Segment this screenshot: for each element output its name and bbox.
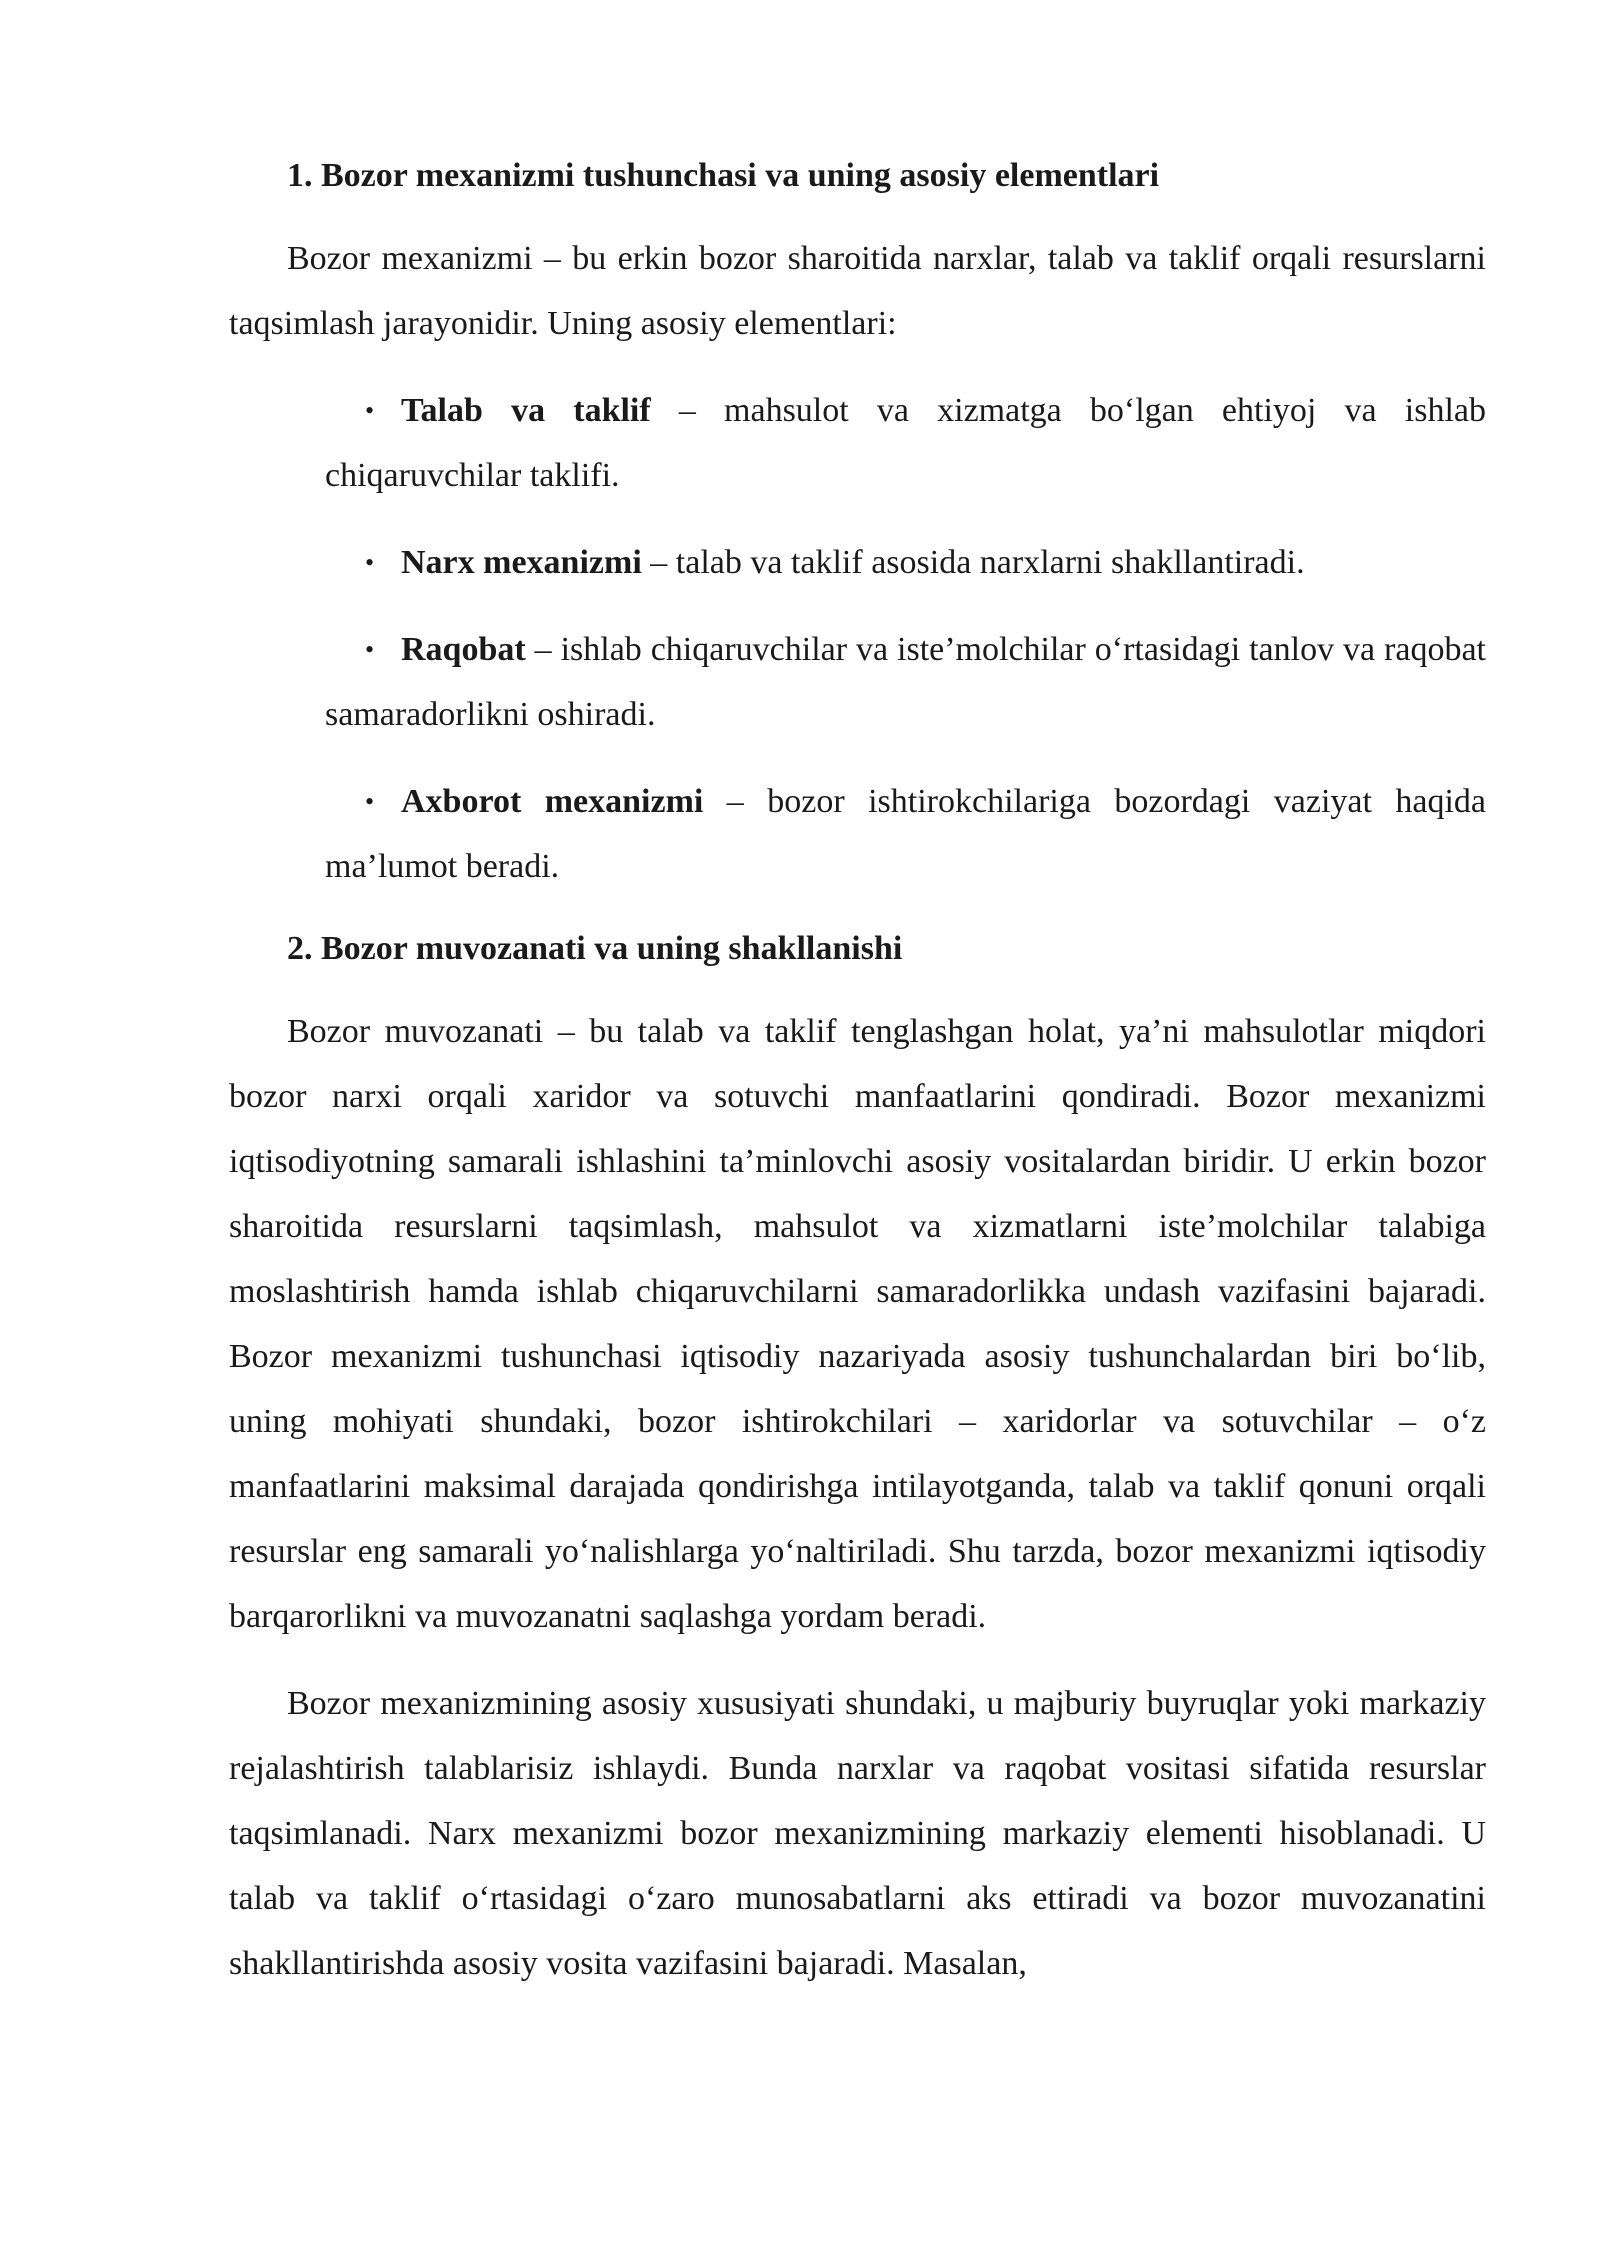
list-item-term: Axborot mexanizmi (401, 783, 704, 820)
bullet-icon: • (365, 548, 375, 577)
list-item-text: – talab va taklif asosida narxlarni shakllantiradi. (641, 544, 1305, 581)
section-2-heading: 2. Bozor muvozanati va uning shakllanishi (287, 930, 903, 967)
list-item (325, 530, 1486, 595)
document-body (229, 148, 1486, 2018)
bullet-icon: • (365, 787, 375, 816)
list-item-term: Talab va taklif (401, 392, 651, 429)
list-item-text: – mahsulot va xizmatga bo‘lgan ehtiyoj va ishlab chiqaruvchilar taklifi. (325, 392, 1486, 494)
section-1-heading: 1. Bozor mexanizmi tushunchasi va uning asosiy elementlari (287, 157, 1160, 194)
section-2-paragraph: Bozor mexanizmining asosiy xususiyati shundaki, u majburiy buyruqlar yoki markaziy rejalashtirish talablarisiz ishlaydi. Bunda narxlar va raqobat vositasi sifatida resurslar taqsimlanadi. Narx mexanizmi bozor mexanizmining markaziy elementi hisoblanadi. U talab va taklif o‘rtasidagi o‘zaro munosabatlarni aks ettiradi va bozor muvozanatini shakllantirishda asosiy vosita vazifasini bajaradi. Masalan, (229, 1685, 1486, 1982)
bullet-icon: • (365, 396, 375, 425)
list-item (325, 769, 1486, 899)
list-item-text: – bozor ishtirokchilariga bozordagi vaziyat haqida ma’lumot beradi. (325, 783, 1487, 885)
list-item-text: – ishlab chiqaruvchilar va iste’molchilar o‘rtasidagi tanlov va raqobat samaradorlikni oshiradi. (325, 631, 1486, 733)
list-item (325, 378, 1486, 508)
elements-list (325, 378, 1486, 899)
section-2-paragraph: Bozor muvozanati – bu talab va taklif tenglashgan holat, ya’ni mahsulotlar miqdori bozor narxi orqali xaridor va sotuvchi manfaatlarini qondiradi. Bozor mexanizmi iqtisodiyotning samarali ishlashini ta’minlovchi asosiy vositalardan biridir. U erkin bozor sharoitida resurslarni taqsimlash, mahsulot va xizmatlarni iste’molchilar talabiga moslashtirish hamda ishlab chiqaruvchilarni samaradorlikka undash vazifasini bajaradi. Bozor mexanizmi tushunchasi iqtisodiy nazariyada asosiy tushunchalardan biri bo‘lib, uning mohiyati shundaki, bozor ishtirokchilari – xaridorlar va sotuvchilar – o‘z manfaatlarini maksimal darajada qondirishga intilayotganda, talab va taklif qonuni orqali resurslar eng samarali yo‘nalishlarga yo‘naltiriladi. Shu tarzda, bozor mexanizmi iqtisodiy barqarorlikni va muvozanatni saqlashga yordam beradi. (229, 1013, 1486, 1635)
list-item-term: Narx mexanizmi (401, 544, 642, 581)
list-item (325, 617, 1486, 747)
section-1-intro: Bozor mexanizmi – bu erkin bozor sharoitida narxlar, talab va taklif orqali resurslarni taqsimlash jarayonidir. Uning asosiy elementlari: (229, 240, 1486, 342)
bullet-icon: • (365, 635, 375, 664)
list-item-term: Raqobat (401, 631, 526, 668)
